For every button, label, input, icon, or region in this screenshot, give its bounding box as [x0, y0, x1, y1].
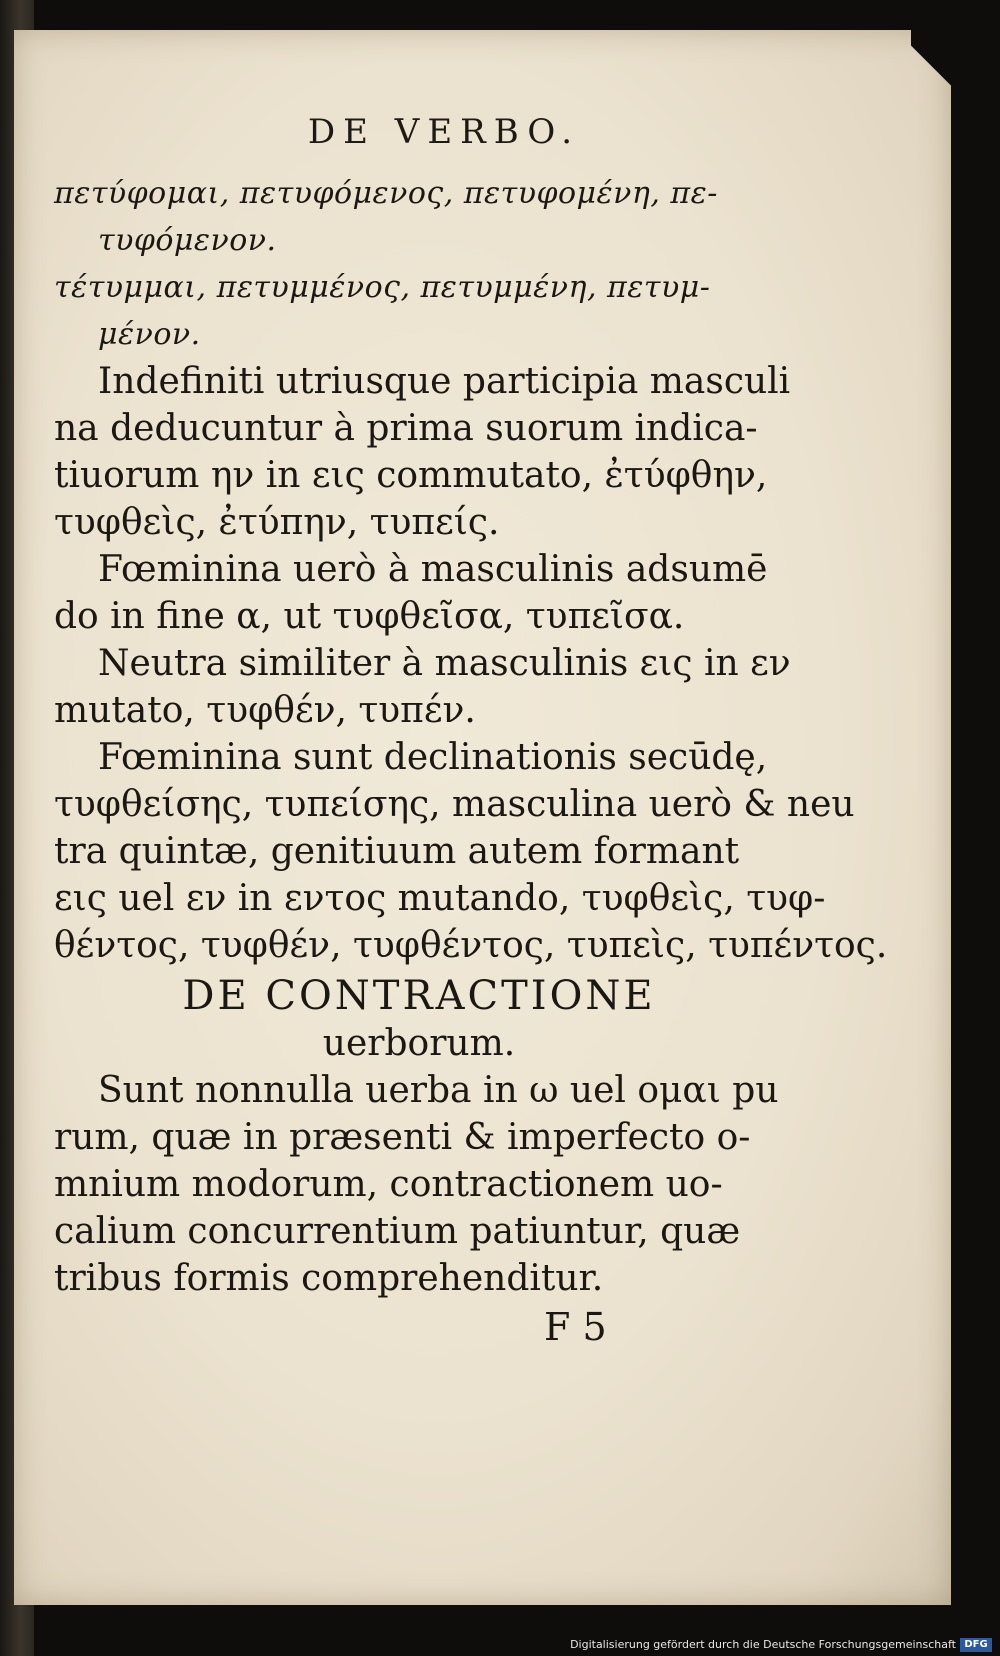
book-page: [14, 30, 951, 1605]
text-line: πετύφομαι, πετυφόμενος, πετυφομένη, πε-: [54, 176, 718, 211]
text-line: θέντος, τυφθέν, τυφθέντος, τυπεὶς, τυπέντος.: [54, 925, 888, 966]
text-line: rum, quæ in præsenti & imperfecto o-: [54, 1117, 751, 1158]
text-line: mutato, τυφθέν, τυπέν.: [54, 690, 476, 731]
text-line: Sunt nonnulla uerba in ω uel ομαι pu: [98, 1070, 779, 1111]
text-line: τέτυμμαι, πετυμμένος, πετυμμένη, πετυμ-: [54, 270, 711, 305]
section-subheading: uerborum.: [322, 1023, 516, 1064]
text-line: Fœminina uerò à masculinis adsumē: [98, 549, 768, 590]
text-line: Indefiniti utriusque participia masculi: [98, 361, 791, 402]
text-line: Fœminina sunt declinationis secūdę,: [98, 737, 768, 778]
text-line: tra quintæ, genitiuum autem formant: [54, 831, 740, 872]
text-line: do in fine α, ut τυφθεῖσα, τυπεῖσα.: [54, 596, 685, 637]
text-line: μένον.: [98, 317, 201, 352]
text-line: tribus formis comprehenditur.: [54, 1258, 604, 1299]
signature-mark: F 5: [544, 1305, 607, 1349]
text-line: εις uel εν in εντος mutando, τυφθεὶς, τυφ-: [54, 878, 826, 919]
text-line: Neutra similiter à masculinis εις in εν: [98, 643, 791, 684]
text-line: τυφόμενον.: [98, 223, 277, 258]
section-heading: DE CONTRACTIONE: [182, 973, 656, 1019]
page-corner: [911, 30, 951, 100]
text-line: τυφθείσης, τυπείσης, masculina uerò & neu: [54, 784, 855, 825]
running-head: DE VERBO.: [307, 112, 581, 152]
text-line: tiuorum ην in εις commutato, ἐτύφθην,: [54, 455, 768, 496]
text-line: na deducuntur à prima suorum indica-: [54, 408, 758, 449]
funding-credit: Digitalisierung gefördert durch die Deutsche Forschungsgemeinschaft: [570, 1638, 956, 1651]
dfg-logo: DFG: [960, 1638, 992, 1652]
text-line: mnium modorum, contractionem uo-: [54, 1164, 723, 1205]
text-line: calium concurrentium patiuntur, quæ: [54, 1211, 741, 1252]
body-text: [54, 170, 888, 1302]
text-line: τυφθεὶς, ἐτύπην, τυπείς.: [54, 502, 500, 543]
